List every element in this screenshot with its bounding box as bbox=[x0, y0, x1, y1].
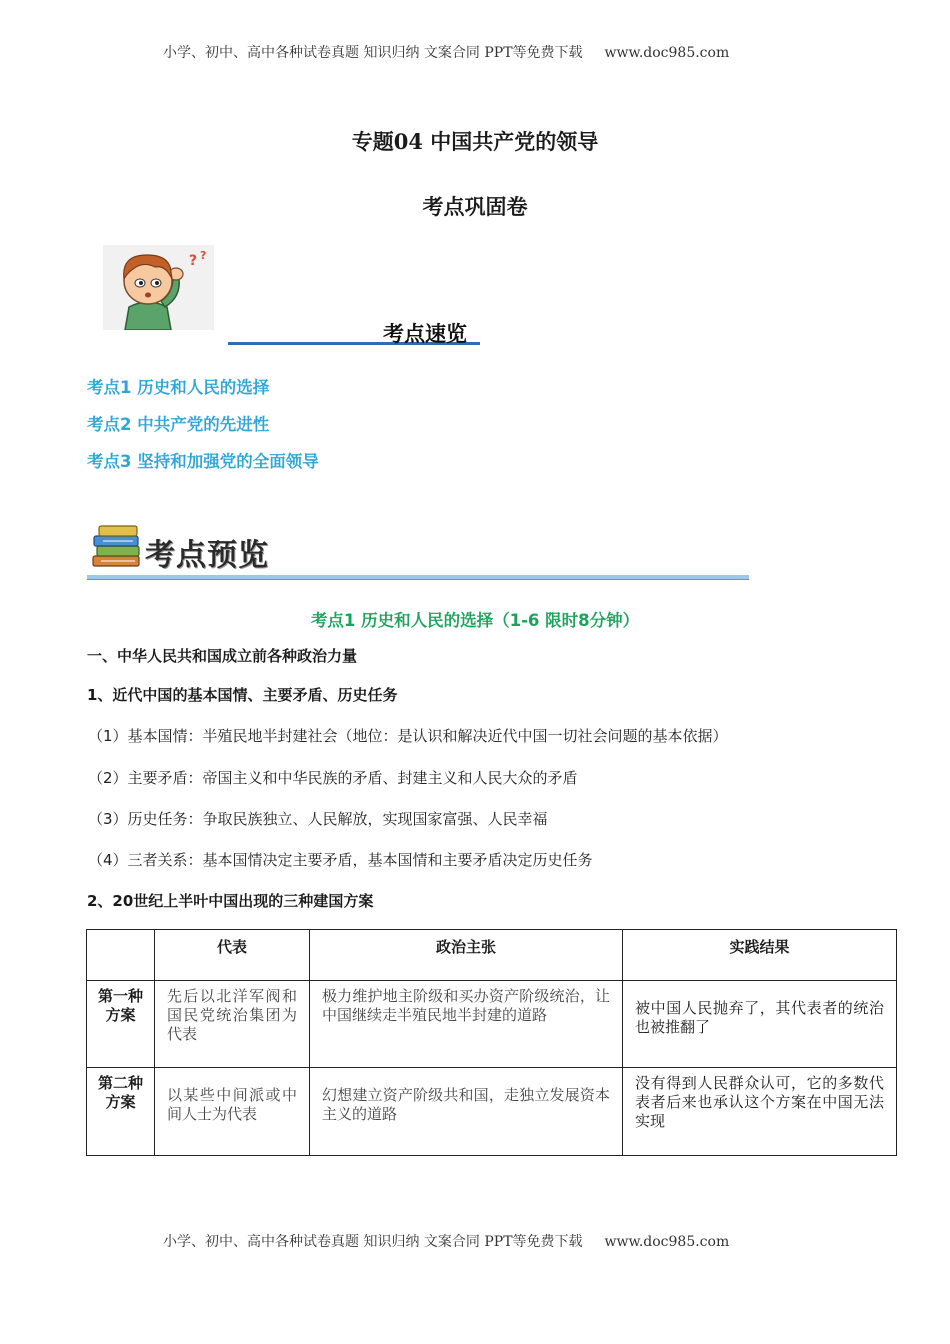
part-heading: 一、中华人民共和国成立前各种政治力量 bbox=[87, 647, 358, 665]
schemes-table bbox=[86, 929, 897, 1156]
overview-item-1[interactable]: 考点1 历史和人民的选择 bbox=[87, 378, 270, 397]
books-icon bbox=[89, 518, 149, 576]
overview-item-3[interactable]: 考点3 坚持和加强党的全面领导 bbox=[87, 452, 319, 471]
page-footer bbox=[163, 1231, 729, 1251]
subheading-1: 1、近代中国的基本国情、主要矛盾、历史任务 bbox=[87, 686, 398, 704]
row-result: 被中国人民抛弃了，其代表者的统治也被推翻了 bbox=[623, 981, 897, 1068]
row-result: 没有得到人民群众认可，它的多数代表者后来也承认这个方案在中国无法实现 bbox=[623, 1068, 897, 1156]
row-label: 第二种方案 bbox=[87, 1068, 155, 1156]
thinking-boy-illustration bbox=[103, 245, 214, 330]
overview-item-2[interactable]: 考点2 中共产党的先进性 bbox=[87, 415, 270, 434]
para-line-4: （4）三者关系：基本国情决定主要矛盾，基本国情和主要矛盾决定历史任务 bbox=[88, 851, 593, 869]
svg-text:?: ? bbox=[200, 249, 207, 262]
row-label: 第一种方案 bbox=[87, 981, 155, 1068]
subheading-2: 2、20世纪上半叶中国出现的三种建国方案 bbox=[87, 892, 374, 910]
row-rep: 先后以北洋军阀和国民党统治集团为代表 bbox=[155, 981, 310, 1068]
page-header bbox=[163, 42, 729, 62]
footer-url[interactable]: www.doc985.com bbox=[604, 1234, 730, 1250]
table-header-row bbox=[87, 930, 897, 981]
para-line-2: （2）主要矛盾：帝国主义和中华民族的矛盾、封建主义和人民大众的矛盾 bbox=[88, 769, 578, 787]
svg-text:?: ? bbox=[189, 253, 198, 269]
doc-title: 专题04 中国共产党的领导 bbox=[351, 129, 599, 154]
doc-subtitle: 考点巩固卷 bbox=[422, 194, 528, 219]
header-text: 小学、初中、高中各种试卷真题 知识归纳 文案合同 PPT等免费下载 bbox=[163, 45, 583, 61]
row-claim: 幻想建立资产阶级共和国，走独立发展资本主义的道路 bbox=[310, 1068, 623, 1156]
row-rep: 以某些中间派或中间人士为代表 bbox=[155, 1068, 310, 1156]
preview-banner bbox=[89, 518, 309, 576]
header-url[interactable]: www.doc985.com bbox=[604, 45, 730, 61]
row-claim: 极力维护地主阶级和买办资产阶级统治，让中国继续走半殖民地半封建的道路 bbox=[310, 981, 623, 1068]
overview-heading: 考点速览 bbox=[383, 322, 467, 346]
footer-text: 小学、初中、高中各种试卷真题 知识归纳 文案合同 PPT等免费下载 bbox=[163, 1234, 583, 1250]
table-header-cell bbox=[87, 930, 155, 981]
para-line-1: （1）基本国情：半殖民地半封建社会（地位：是认识和解决近代中国一切社会问题的基本依据） bbox=[88, 727, 728, 745]
preview-banner-text: 考点预览 bbox=[145, 538, 269, 573]
table-header-cell: 实践结果 bbox=[623, 930, 897, 981]
table-row bbox=[87, 1068, 897, 1156]
section-title: 考点1 历史和人民的选择（1-6 限时8分钟） bbox=[310, 611, 640, 630]
preview-underline bbox=[87, 575, 749, 580]
table-row bbox=[87, 981, 897, 1068]
para-line-3: （3）历史任务：争取民族独立、人民解放，实现国家富强、人民幸福 bbox=[88, 810, 548, 828]
table-header-cell: 代表 bbox=[155, 930, 310, 981]
table-header-cell: 政治主张 bbox=[310, 930, 623, 981]
